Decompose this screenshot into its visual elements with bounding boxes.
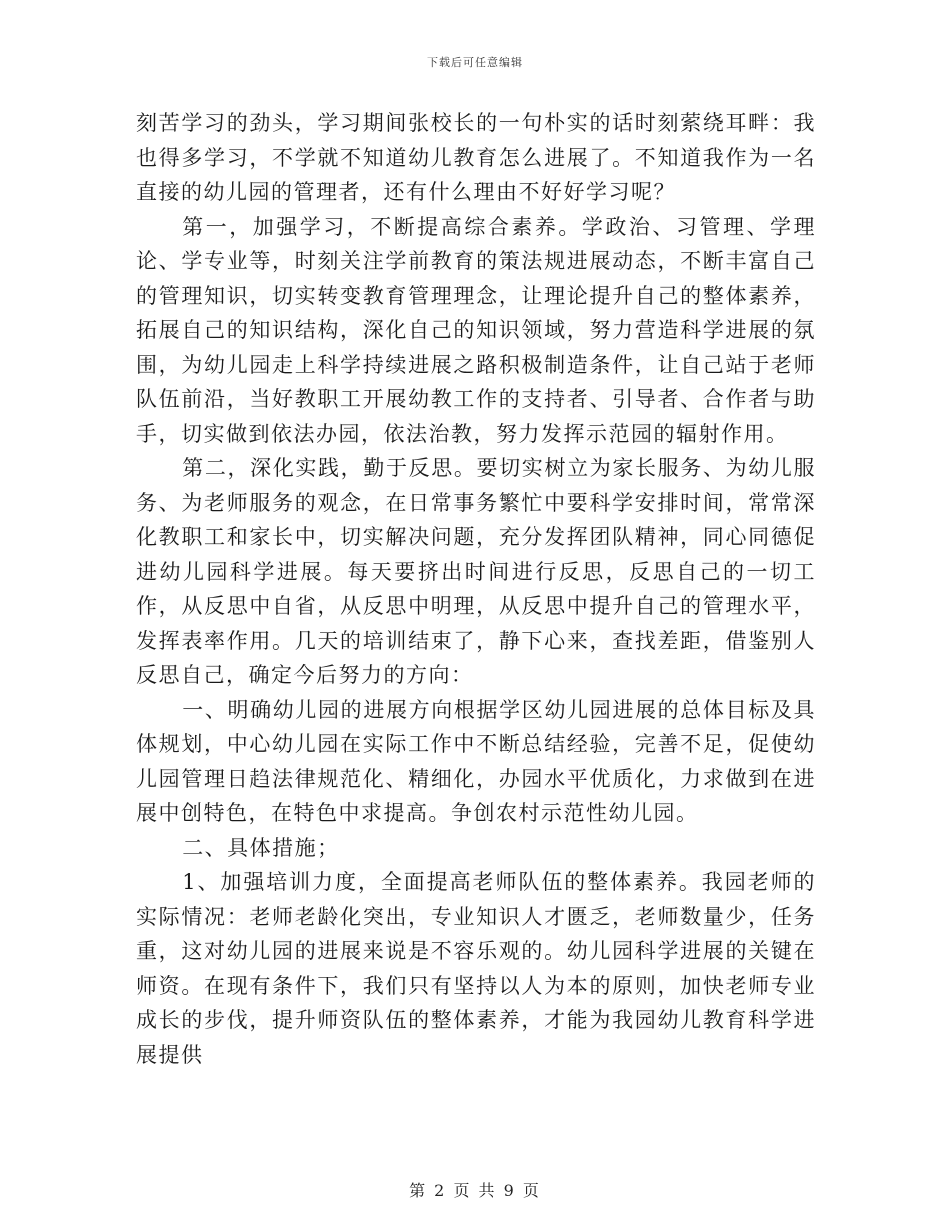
paragraph: 第一，加强学习，不断提高综合素养。学政治、习管理、学理论、学专业等，时刻关注学前教育的策法规进展动态，不断丰富自己的管理知识，切实转变教育管理理念，让理论提升自己的整体素养，拓展自己的知识结构，深化自己的知识领域，努力营造科学进展的氛围，为幼儿园走上科学持续进展之路积极制造条件，让自己站于老师队伍前沿，当好教职工开展幼教工作的支持者、引导者、合作者与助手，切实做到依法办园，依法治教，努力发挥示范园的辐射作用。 — [136, 214, 816, 446]
paragraph: 第二，深化实践，勤于反思。要切实树立为家长服务、为幼儿服务、为老师服务的观念，在日常事务繁忙中要科学安排时间，常常深化教职工和家长中，切实解决问题，充分发挥团队精神，同心同德促进幼儿园科学进展。每天要挤出时间进行反思，反思自己的一切工作，从反思中自省，从反思中明理，从反思中提升自己的管理水平，发挥表率作用。几天的培训结束了，静下心来，查找差距，借鉴别人反思自己，确定今后努力的方向： — [136, 456, 816, 687]
paragraph: 1、加强培训力度，全面提高老师队伍的整体素养。我园老师的实际情况：老师老龄化突出，专业知识人才匮乏，老师数量少，任务重，这对幼儿园的进展来说是不容乐观的。幼儿园科学进展的关键在师资。在现有条件下，我们只有坚持以人为本的原则，加快老师专业成长的步伐，提升师资队伍的整体素养，才能为我园幼儿教育科学进展提供 — [136, 870, 816, 1067]
paragraph: 二、具体措施； — [182, 835, 340, 860]
page-number: 第 2 页 共 9 页 — [409, 1181, 541, 1200]
header-note: 下载后可任意编辑 — [427, 56, 523, 69]
paragraph: 一、明确幼儿园的进展方向根据学区幼儿园进展的总体目标及具体规划，中心幼儿园在实际工作中不断总结经验，完善不足，促使幼儿园管理日趋法律规范化、精细化，办园水平优质化，力求做到在进展中创特色，在特色中求提高。争创农村示范性幼儿园。 — [136, 697, 816, 825]
document-body — [136, 106, 816, 1072]
paragraph: 刻苦学习的劲头，学习期间张校长的一句朴实的话时刻萦绕耳畔：我也得多学习，不学就不知道幼儿教育怎么进展了。不知道我作为一名直接的幼儿园的管理者，还有什么理由不好好学习呢？ — [136, 111, 816, 204]
